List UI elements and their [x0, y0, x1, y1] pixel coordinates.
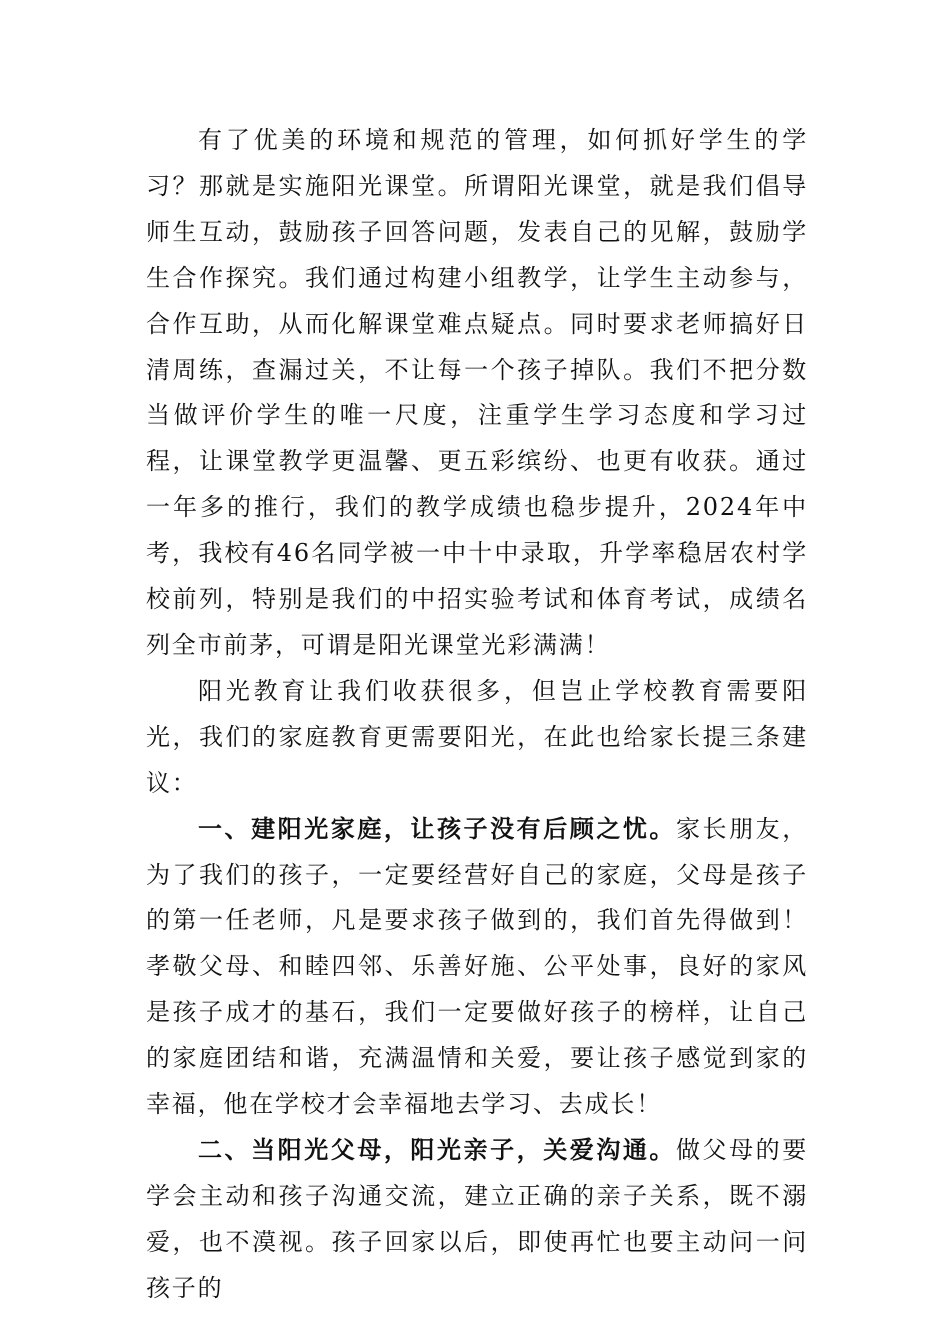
paragraph-3 — [146, 807, 808, 1128]
document-body — [146, 118, 808, 1312]
paragraph-4 — [146, 1128, 808, 1312]
paragraph-3-text: 家长朋友，为了我们的孩子，一定要经营好自己的家庭，父母是孩子的第一任老师，凡是要求孩子做到的，我们首先得做到！孝敬父母、和睦四邻、乐善好施、公平处事，良好的家风是孩子成才的基石，我们一定要做好孩子的榜样，让自己的家庭团结和谐，充满温情和关爱，要让孩子感觉到家的幸福，他在学校才会幸福地去学习、去成长！ — [146, 814, 809, 1119]
paragraph-4-heading: 二、当阳光父母，阳光亲子，关爱沟通。 — [198, 1135, 676, 1164]
paragraph-1-text: 有了优美的环境和规范的管理，如何抓好学生的学习？那就是实施阳光课堂。所谓阳光课堂，就是我们倡导师生互动，鼓励孩子回答问题，发表自己的见解，鼓励学生合作探究。我们通过构建小组教学，让学生主动参与，合作互助，从而化解课堂难点疑点。同时要求老师搞好日清周练，查漏过关，不让每一个孩子掉队。我们不把分数当做评价学生的唯一尺度，注重学生学习态度和学习过程，让课堂教学更温馨、更五彩缤纷、也更有收获。通过一年多的推行，我们的教学成绩也稳步提升，2024年中考，我校有46名同学被一中十中录取，升学率稳居农村学校前列，特别是我们的中招实验考试和体育考试，成绩名列全市前茅，可谓是阳光课堂光彩满满！ — [146, 126, 808, 659]
paragraph-1 — [146, 118, 808, 669]
paragraph-2 — [146, 669, 808, 807]
paragraph-4-text: 做父母的要学会主动和孩子沟通交流，建立正确的亲子关系，既不溺爱，也不漠视。孩子回家以后，即使再忙也要主动问一问孩子的 — [146, 1135, 809, 1302]
paragraph-2-text: 阳光教育让我们收获很多，但岂止学校教育需要阳光，我们的家庭教育更需要阳光，在此也给家长提三条建议： — [146, 676, 808, 797]
paragraph-3-heading: 一、建阳光家庭，让孩子没有后顾之忧。 — [198, 814, 676, 843]
